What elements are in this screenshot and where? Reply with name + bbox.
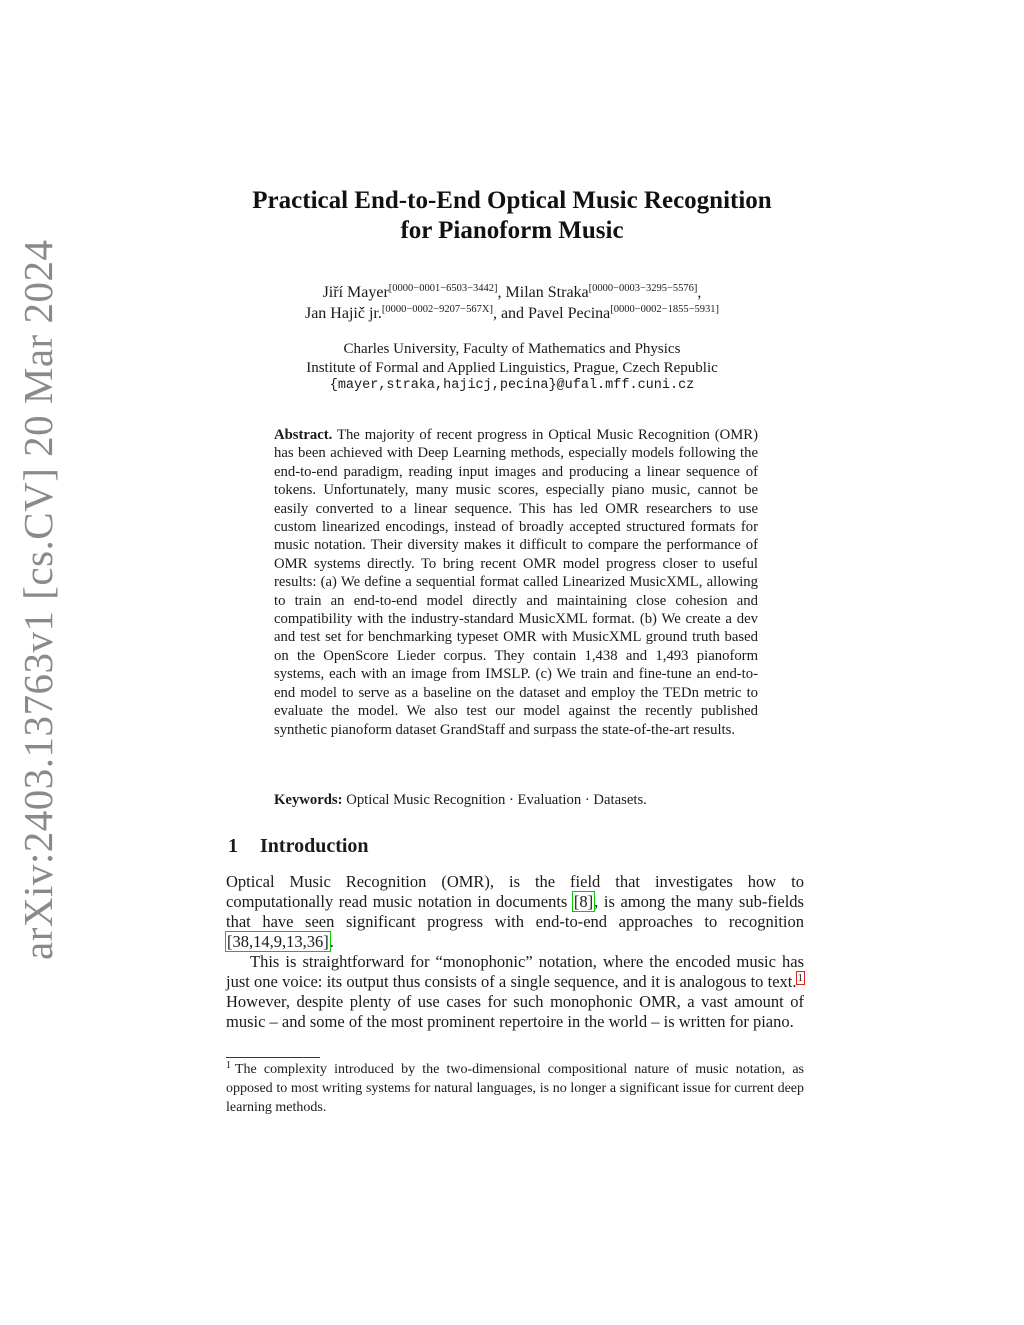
- abstract: [274, 426, 758, 739]
- author-orcid: [0000−0001−6503−3442]: [388, 283, 498, 294]
- citation-link[interactable]: [38,14,9,13,36]: [227, 932, 329, 951]
- author-line-2: [0, 303, 1024, 324]
- author-line-1: [0, 282, 1024, 303]
- introduction-body: [226, 872, 804, 1032]
- citation-link[interactable]: [8]: [573, 892, 594, 911]
- footnote-text: The complexity introduced by the two-dimensional compositional nature of music notation, as opposed to most writing systems for natural languages, is no longer a significant issue for current deep learning methods.: [226, 1062, 804, 1115]
- abstract-text: The majority of recent progress in Optical Music Recognition (OMR) has been achieved with Deep Learning methods, especially models following the end-to-end paradigm, reading input images and producing a linear sequence of tokens. Unfortunately, many music scores, especially piano music, cannot be easily converted to a linear sequence. This has led OMR researchers to use custom linearized encodings, instead of broadly accepted structured formats for music notation. Their diversity makes it difficult to compare the performance of OMR systems directly. To bring recent OMR model progress closer to useful results: (a) We define a sequential format called Linearized MusicXML, allowing to train an end-to-end model directly and maintaining close cohesion and compatibility with the industry-standard MusicXML format. (b) We create a dev and test set for benchmarking typeset OMR with MusicXML ground truth based on the OpenScore Lieder corpus. They contain 1,438 and 1,493 pianoform systems, each with an image from IMSLP. (c) We train and fine-tune an end-to-end model to serve as a baseline on the dataset and employ the TEDn metric to evaluate the model. We also test our model against the recently published synthetic pianoform dataset GrandStaff and surpass the state-of-the-art results.: [274, 427, 758, 738]
- section-title: Introduction: [260, 835, 369, 857]
- affiliation-line-2: Institute of Formal and Applied Linguistics, Prague, Czech Republic: [306, 359, 718, 376]
- author-name: Milan Straka: [505, 284, 589, 301]
- section-heading-introduction: [228, 835, 369, 858]
- intro-paragraph-1: [226, 872, 804, 952]
- footnote-mark: 1: [226, 1060, 231, 1071]
- footnote-divider: [226, 1057, 320, 1058]
- author-orcid: [0000−0002−9207−567X]: [381, 304, 493, 315]
- author-name: Jan Hajič jr.: [304, 305, 382, 322]
- text-run: Optical Music Recognition (OMR), is the field that investigates how to computationally read music notation in documents: [226, 872, 804, 911]
- author-name: Jiří Mayer: [322, 284, 389, 301]
- text-run: , is among the many sub-fields that have seen significant progress with end-to-end approaches to recognition: [226, 892, 804, 931]
- paper-title-line-1: Practical End-to-End Optical Music Recognition: [252, 187, 772, 214]
- author-name: Pavel Pecina: [528, 305, 611, 322]
- affiliation-line-1: Charles University, Faculty of Mathematics and Physics: [343, 341, 681, 357]
- paper-title-line-2: for Pianoform Music: [400, 217, 624, 244]
- abstract-label: Abstract.: [274, 427, 333, 443]
- text-run: This is straightforward for “monophonic” notation, where the encoded music has just one voice: its output thus consists of a single sequence, and it is analogous to text.: [226, 952, 804, 991]
- arxiv-identifier-stamp: arXiv:2403.13763v1 [cs.CV] 20 Mar 2024: [15, 239, 61, 960]
- author-list: [0, 282, 1024, 324]
- footnote-link[interactable]: 1: [797, 972, 803, 984]
- author-separator: ,: [697, 284, 702, 301]
- intro-paragraph-2: [226, 952, 804, 1032]
- keywords-text: Optical Music Recognition · Evaluation · Datasets.: [346, 792, 647, 808]
- affiliation-block: [0, 340, 1024, 396]
- paper-title: [0, 186, 1024, 246]
- text-run: However, despite plenty of use cases for such monophonic OMR, a vast amount of music – and some of the most prominent repertoire in the world – is written for piano.: [226, 992, 804, 1031]
- text-run: .: [329, 932, 334, 951]
- author-separator: ,: [497, 284, 506, 301]
- keywords-label: Keywords:: [274, 792, 343, 808]
- section-number: 1: [228, 835, 238, 857]
- author-emails: {mayer,straka,hajicj,pecina}@ufal.mff.cuni.cz: [329, 378, 695, 393]
- author-orcid: [0000−0003−3295−5576]: [588, 283, 698, 294]
- author-separator: , and: [492, 305, 529, 322]
- author-orcid: [0000−0002−1855−5931]: [610, 304, 720, 315]
- keywords: [274, 791, 758, 809]
- footnote-1: [226, 1060, 804, 1117]
